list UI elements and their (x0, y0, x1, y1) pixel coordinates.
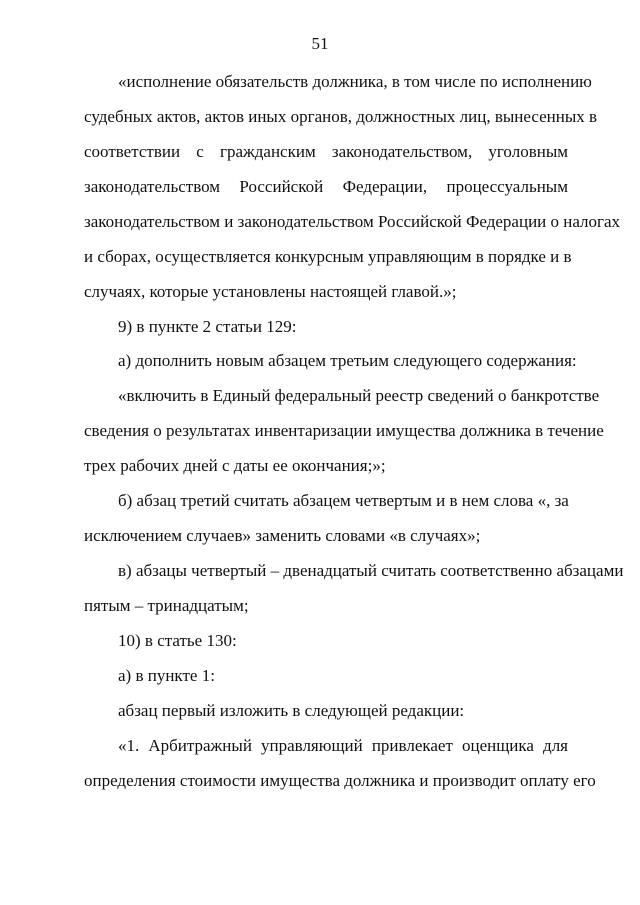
text-line: «включить в Единый федеральный реестр сведений о банкротстве (118, 386, 600, 405)
text-line: сведения о результатах инвентаризации имущества должника в течение (84, 421, 604, 440)
text-line: соответствии с гражданским законодательством, уголовным (84, 142, 568, 161)
text-line: б) абзац третий считать абзацем четвертым и в нем слова «, за (118, 491, 569, 510)
text-line: а) в пункте 1: (118, 666, 215, 685)
text-line: 10) в статье 130: (118, 631, 237, 650)
text-line: пятым – тринадцатым; (84, 596, 249, 615)
text-line: трех рабочих дней с даты ее окончания;»; (84, 456, 386, 475)
text-line: судебных актов, актов иных органов, должностных лиц, вынесенных в (84, 107, 598, 126)
text-line: а) дополнить новым абзацем третьим следующего содержания: (118, 351, 577, 370)
text-line: абзац первый изложить в следующей редакции: (118, 701, 465, 720)
text-line: «исполнение обязательств должника, в том числе по исполнению (118, 72, 592, 91)
text-line: исключением случаев» заменить словами «в случаях»; (84, 526, 481, 545)
text-line: законодательством Российской Федерации, процессуальным (84, 177, 568, 196)
text-line: и сборах, осуществляется конкурсным управляющим в порядке и в (84, 247, 572, 266)
text-line: 9) в пункте 2 статьи 129: (118, 317, 297, 336)
text-line: в) абзацы четвертый – двенадцатый считать соответственно абзацами (118, 561, 624, 580)
page-number: 51 (311, 34, 329, 53)
text-line: определения стоимости имущества должника и производит оплату его (84, 771, 596, 790)
text-line: «1. Арбитражный управляющий привлекает оценщика для (118, 736, 568, 755)
text-line: случаях, которые установлены настоящей главой.»; (84, 282, 457, 301)
text-line: законодательством и законодательством Российской Федерации о налогах (84, 212, 621, 231)
